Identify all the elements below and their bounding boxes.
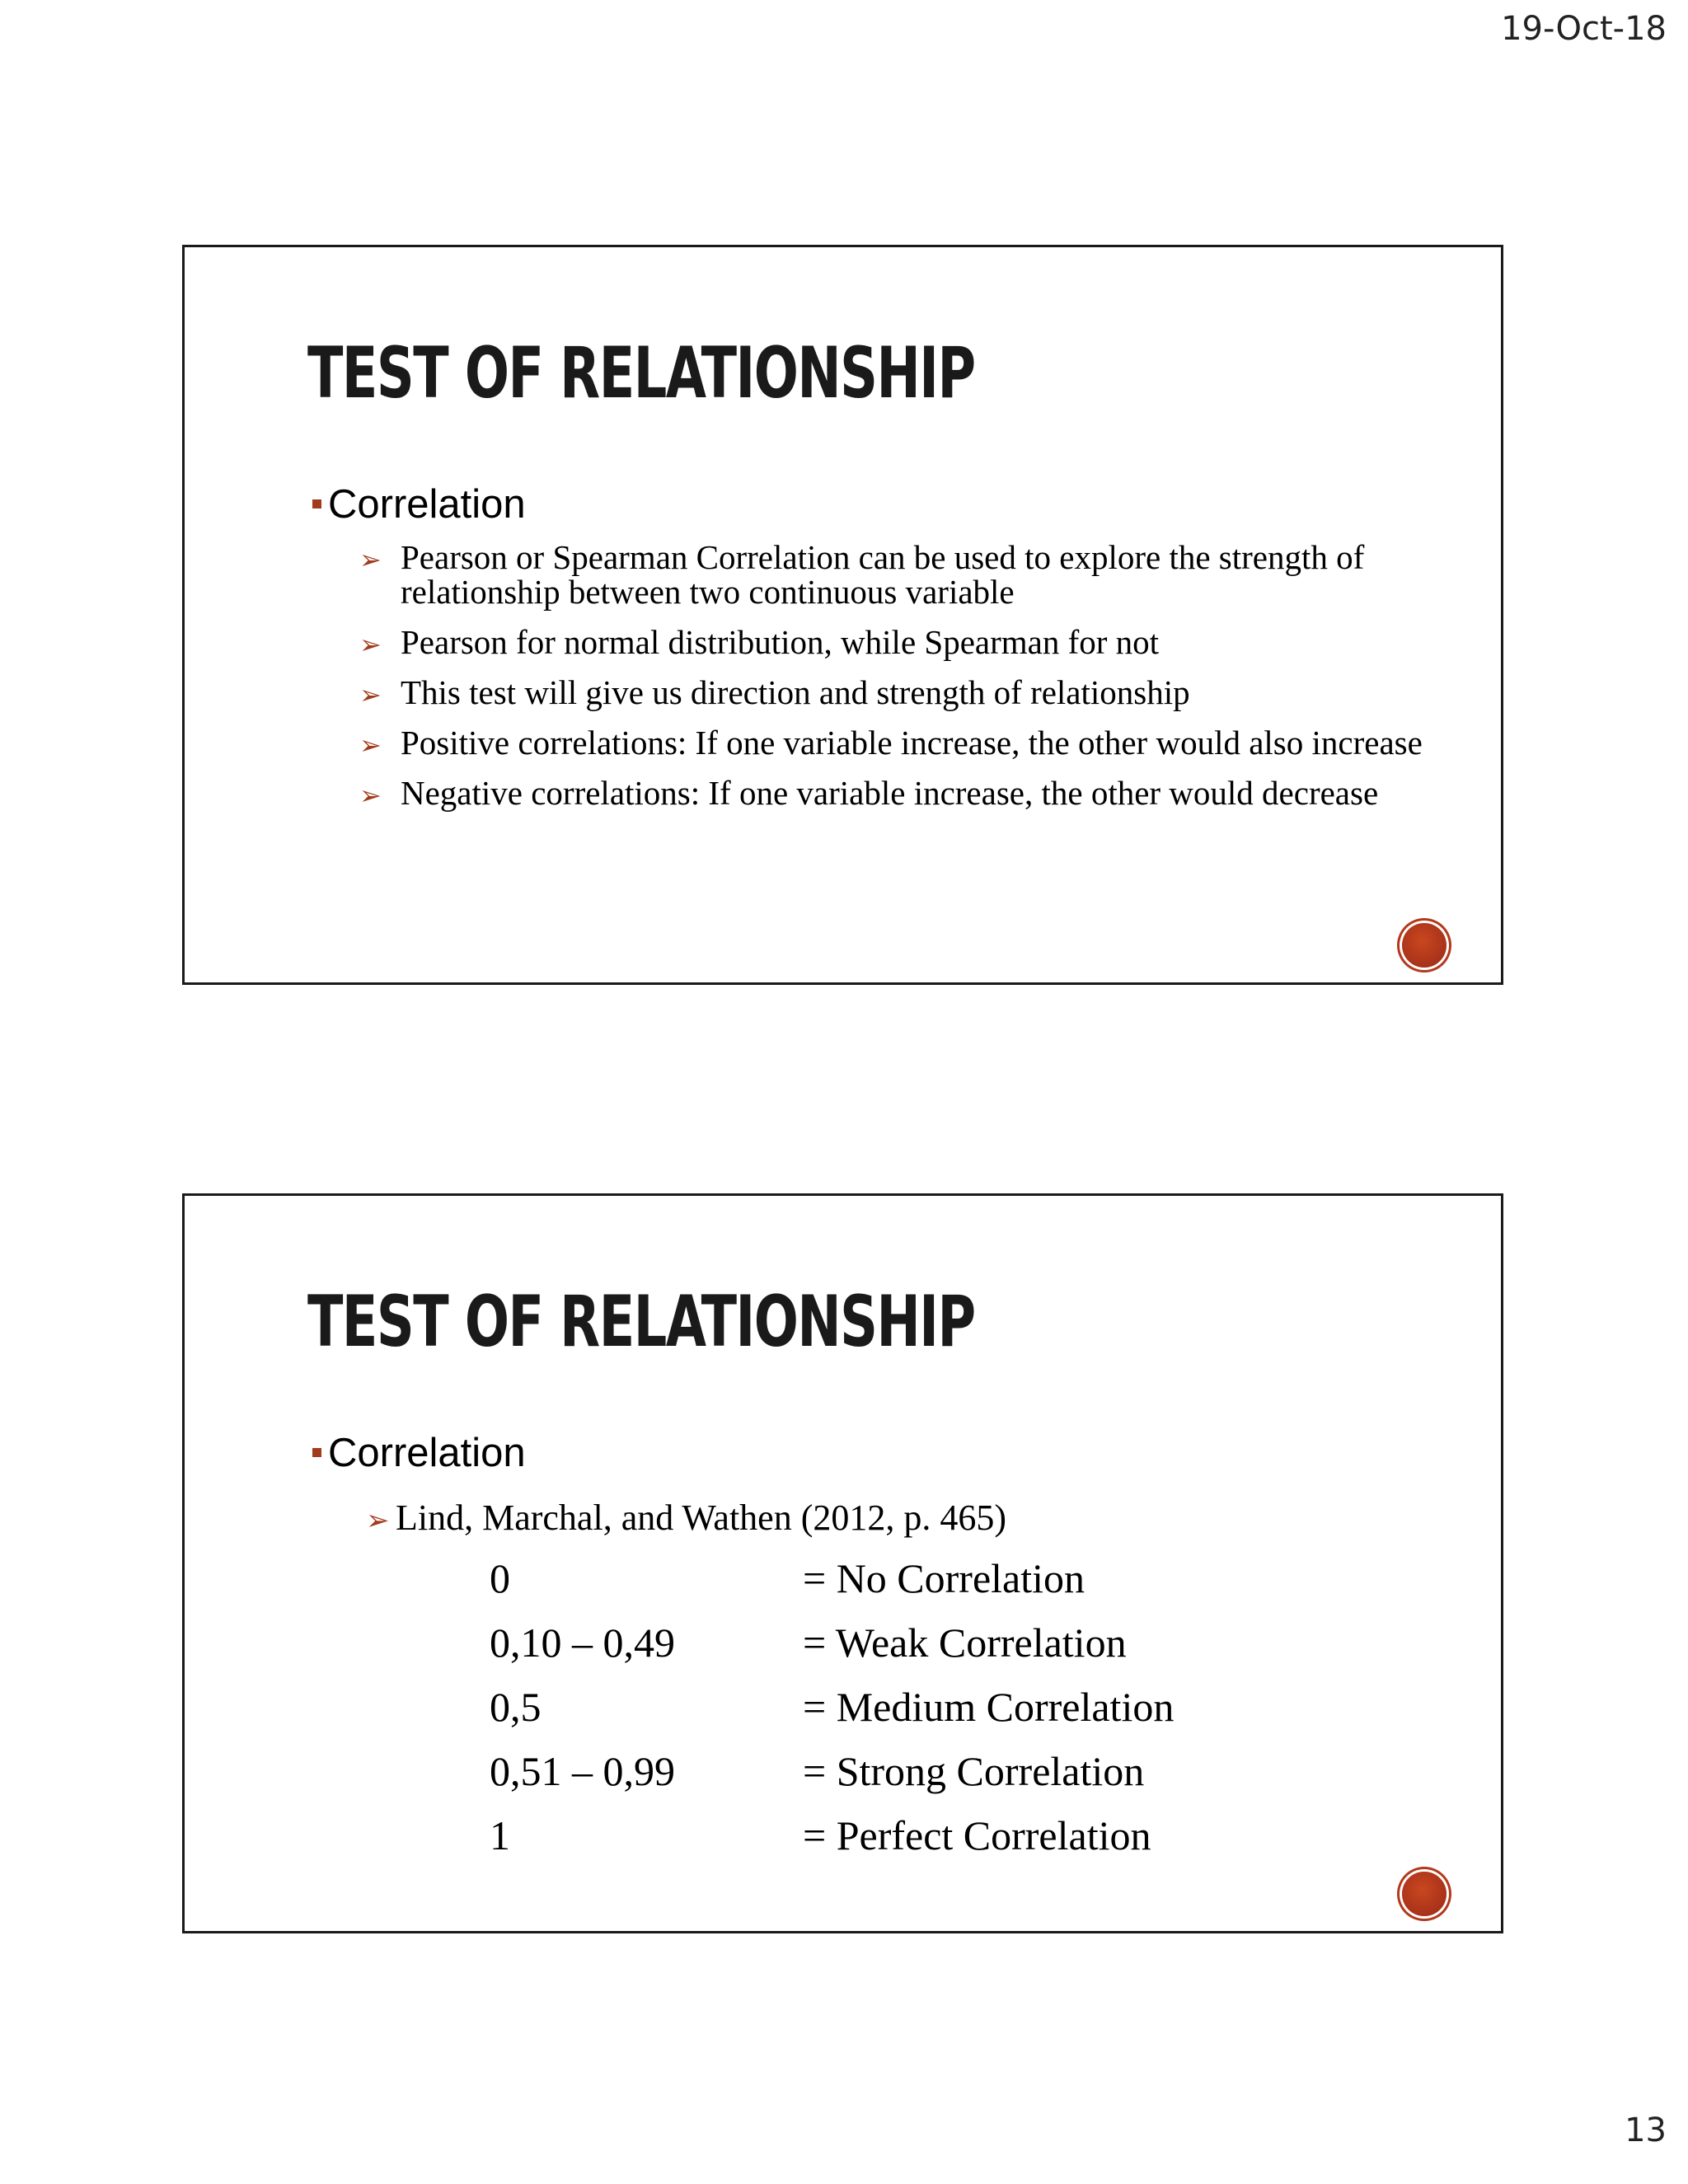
meaning-cell: = Medium Correlation — [803, 1684, 1175, 1730]
page-date: 19-Oct-18 — [1501, 10, 1667, 48]
sub-bullet-list — [343, 540, 1447, 826]
bullet-correlation — [312, 482, 526, 527]
slide-title: TEST OF RELATIONSHIP — [307, 1281, 975, 1363]
arrow-bullet-icon: ➢ — [359, 780, 382, 811]
reference-line — [343, 1497, 1006, 1539]
list-item-text: Negative correlations: If one variable increase, the other would decrease — [401, 774, 1379, 812]
list-item — [343, 776, 1447, 810]
bullet-correlation — [312, 1433, 526, 1474]
meaning-cell: = No Correlation — [803, 1555, 1085, 1601]
circle-ornament-icon — [1402, 1872, 1447, 1916]
list-item — [343, 675, 1447, 710]
bullet-label: Correlation — [328, 482, 526, 527]
table-row — [490, 1675, 1174, 1739]
table-row — [490, 1610, 1174, 1675]
slide-2 — [182, 1193, 1503, 1933]
range-cell: 1 — [490, 1812, 510, 1858]
list-item-text: Pearson for normal distribution, while Spearman for not — [401, 623, 1160, 661]
list-item — [343, 540, 1447, 609]
range-cell: 0,51 – 0,99 — [490, 1748, 675, 1794]
range-cell: 0,5 — [490, 1684, 542, 1730]
list-item — [343, 625, 1447, 659]
correlation-scale-table — [490, 1546, 1174, 1868]
arrow-bullet-icon: ➢ — [366, 1504, 390, 1537]
arrow-bullet-icon: ➢ — [359, 544, 382, 575]
table-row — [490, 1803, 1174, 1868]
meaning-cell: = Strong Correlation — [803, 1748, 1145, 1794]
list-item — [343, 725, 1447, 760]
meaning-cell: = Perfect Correlation — [803, 1812, 1151, 1858]
page-number: 13 — [1625, 2111, 1667, 2149]
arrow-bullet-icon: ➢ — [359, 679, 382, 710]
square-bullet-icon — [312, 499, 321, 509]
slide-title: TEST OF RELATIONSHIP — [307, 332, 975, 415]
list-item-text: Pearson or Spearman Correlation can be used to explore the strength of relationship between two continuous variable — [401, 538, 1365, 611]
reference-text: Lind, Marchal, and Wathen (2012, p. 465) — [396, 1497, 1007, 1538]
bullet-label: Correlation — [328, 1431, 526, 1475]
range-cell: 0,10 – 0,49 — [490, 1619, 675, 1666]
arrow-bullet-icon: ➢ — [359, 629, 382, 660]
list-item-text: This test will give us direction and strength of relationship — [401, 673, 1190, 711]
table-row — [490, 1546, 1174, 1610]
arrow-bullet-icon: ➢ — [359, 729, 382, 761]
range-cell: 0 — [490, 1555, 510, 1601]
table-row — [490, 1739, 1174, 1803]
slide-1 — [182, 245, 1503, 985]
square-bullet-icon — [312, 1448, 321, 1457]
list-item-text: Positive correlations: If one variable increase, the other would also increase — [401, 724, 1423, 762]
circle-ornament-icon — [1402, 923, 1447, 968]
meaning-cell: = Weak Correlation — [803, 1619, 1127, 1666]
